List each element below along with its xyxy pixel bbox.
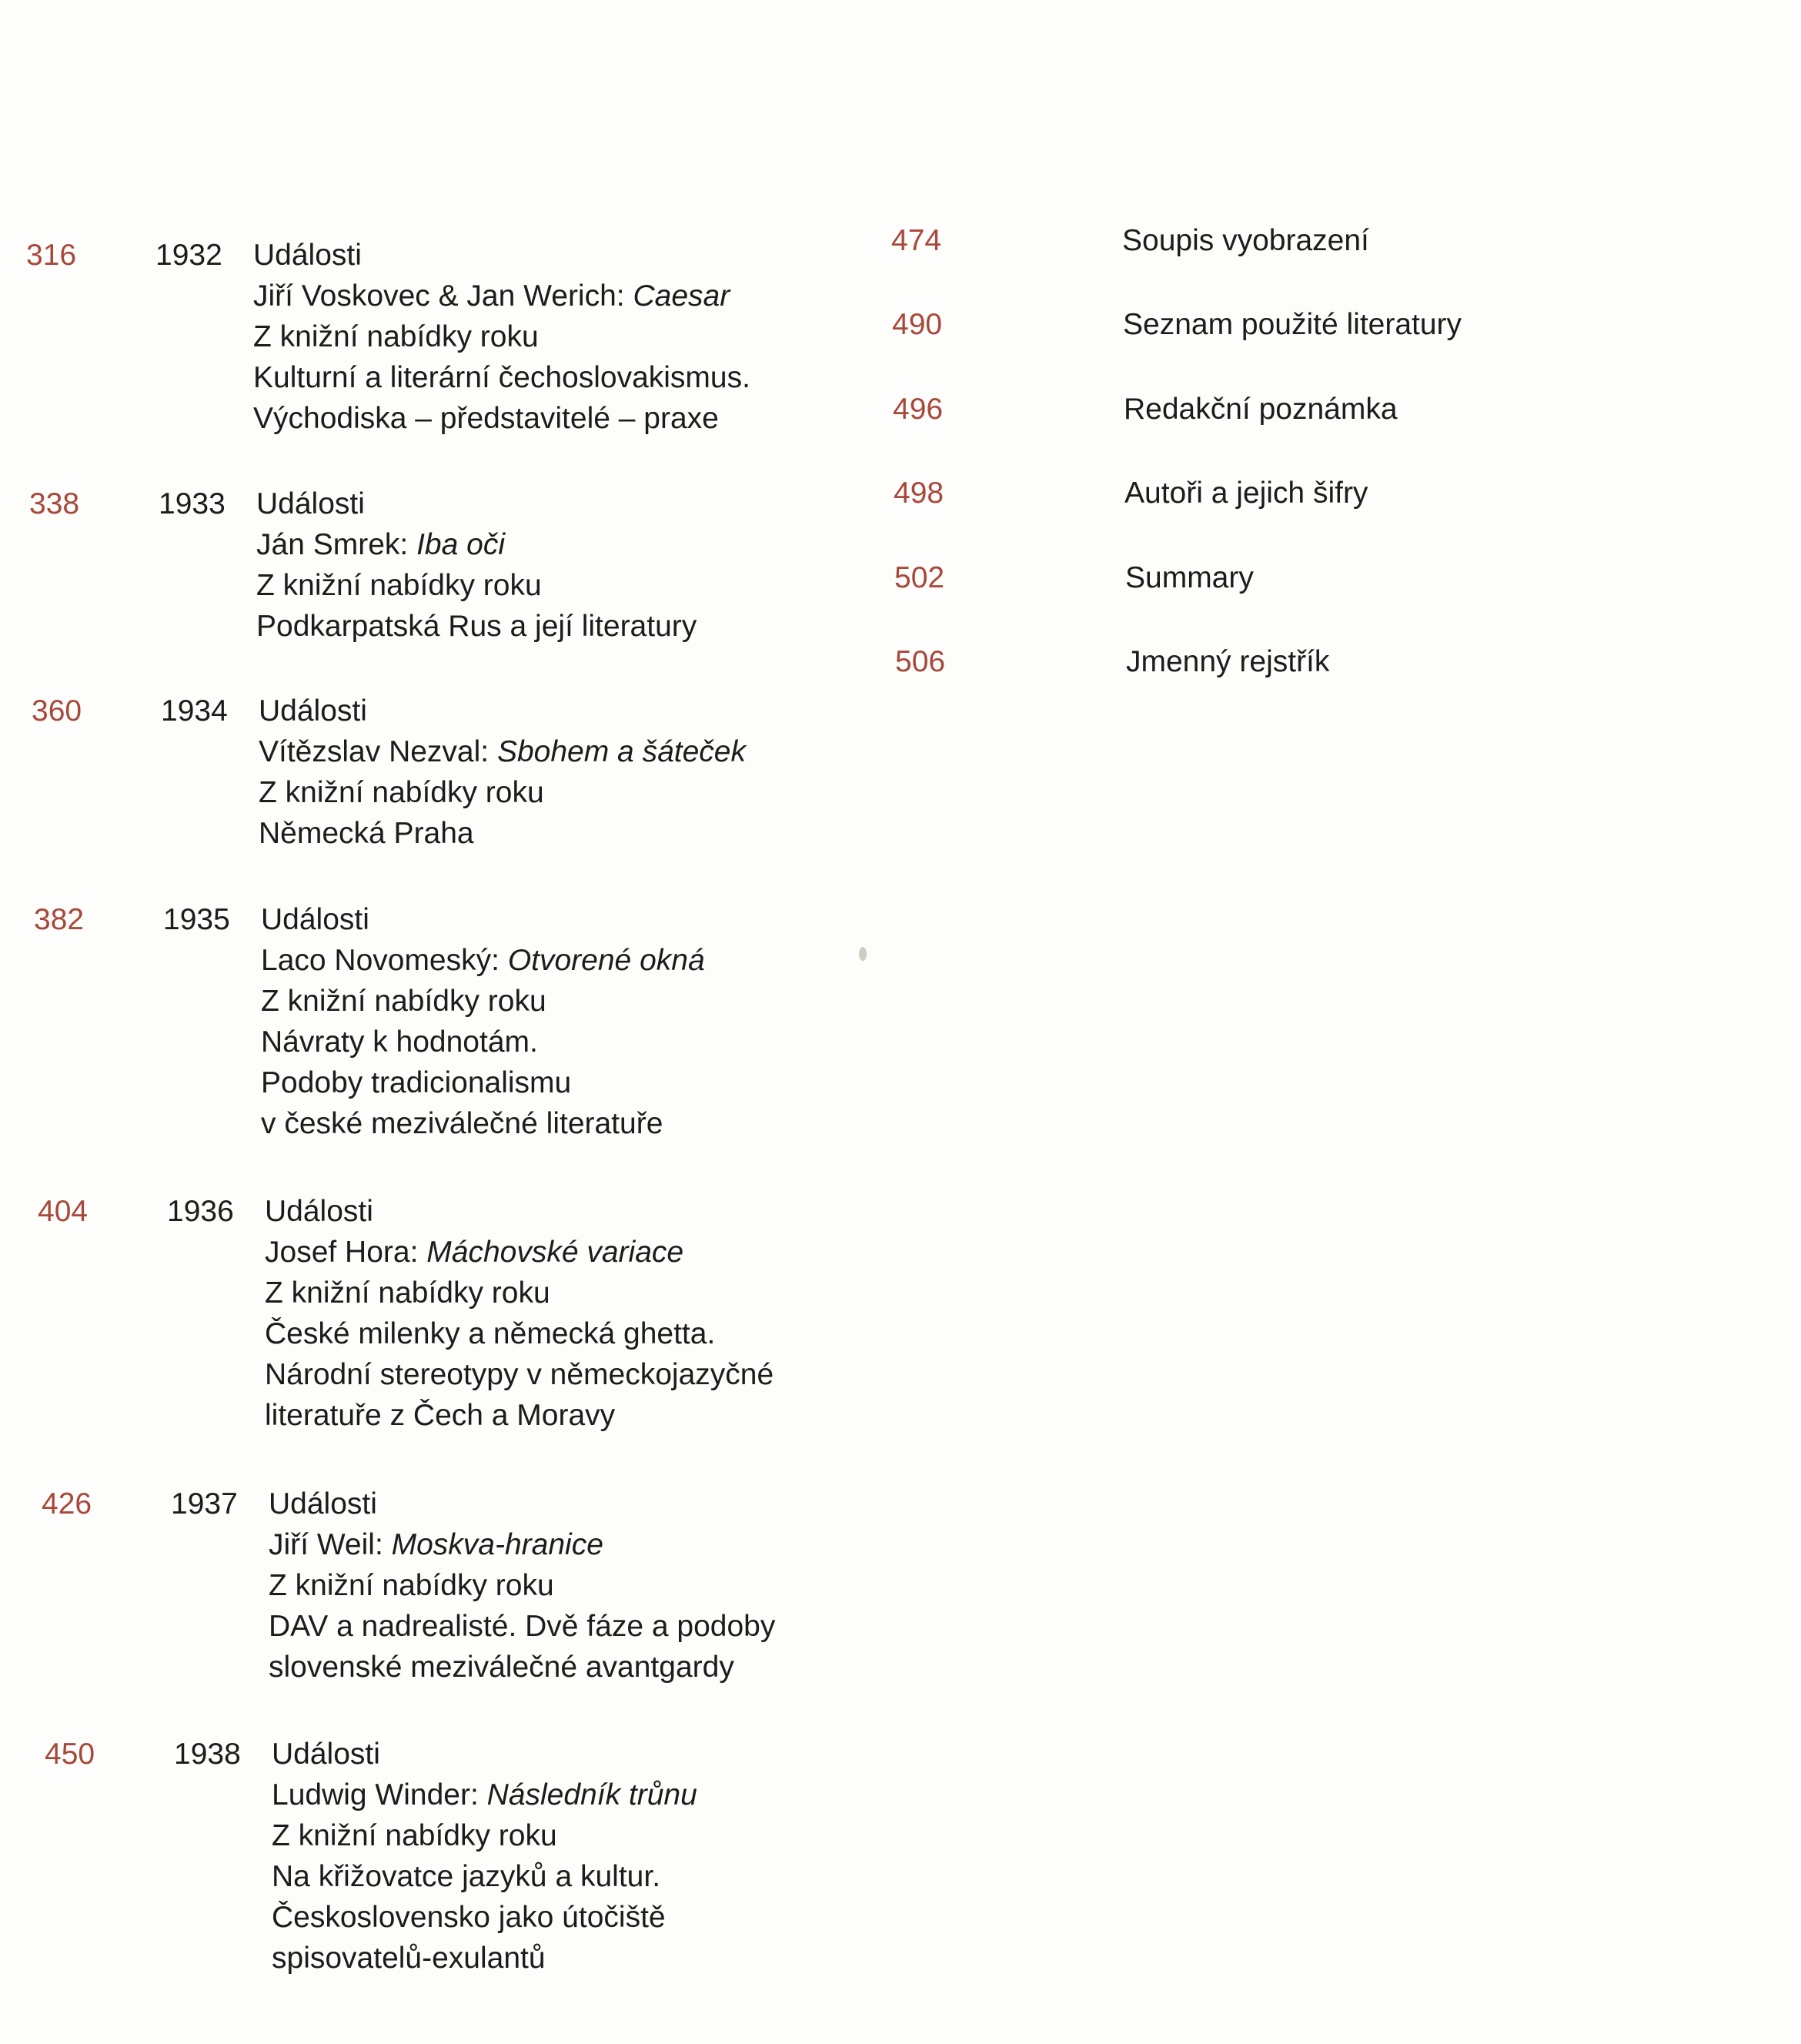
entry-line: Německá Praha	[259, 817, 474, 850]
entry-line: Z knižní nabídky roku	[256, 569, 542, 602]
year: 1934	[161, 694, 228, 728]
entry-lines	[261, 899, 892, 1144]
entry-line: literatuře z Čech a Moravy	[265, 1399, 616, 1432]
page-number: 360	[32, 694, 82, 728]
section-title: Soupis vyobrazení	[1122, 224, 1369, 257]
entry-line: Z knižní nabídky roku	[259, 776, 544, 809]
entry-line: Události	[253, 239, 362, 272]
section-title: Seznam použité literatury	[1123, 308, 1462, 341]
section-title: Autoři a jejich šifry	[1124, 477, 1368, 510]
entry-lines	[259, 691, 890, 854]
entry-line: DAV a nadrealisté. Dvě fáze a podoby	[269, 1610, 776, 1643]
entry-line: České milenky a německá ghetta.	[265, 1317, 716, 1350]
entry-line: Východiska – představitelé – praxe	[253, 402, 719, 435]
entry-line: v české meziválečné literatuře	[261, 1107, 663, 1140]
entry-line: Události	[261, 903, 369, 936]
entry-line: Návraty k hodnotám.	[261, 1025, 538, 1059]
entry-line: Události	[256, 487, 365, 520]
entry-line: spisovatelů-exulantů	[272, 1942, 546, 1975]
entry-line: Podoby tradicionalismu	[261, 1066, 572, 1099]
year: 1938	[174, 1738, 241, 1771]
entry-line: Vítězslav Nezval: Sbohem a šáteček	[259, 735, 746, 768]
entry-line: Z knižní nabídky roku	[269, 1569, 554, 1602]
entry-line: Podkarpatská Rus a její literatury	[256, 610, 697, 643]
entry-line: Z knižní nabídky roku	[265, 1276, 550, 1310]
entry-line: Laco Novomeský: Otvorené okná	[261, 944, 705, 977]
entry-line: Události	[259, 694, 367, 728]
page-number: 474	[891, 224, 942, 257]
page-number: 498	[894, 477, 944, 510]
entry-lines	[269, 1484, 900, 1688]
page-number: 404	[38, 1195, 89, 1228]
entry-line: Kulturní a literární čechoslovakismus.	[253, 361, 750, 394]
entry-line: Československo jako útočiště	[272, 1901, 666, 1934]
entry-line: slovenské meziválečné avantgardy	[269, 1651, 734, 1684]
year: 1932	[155, 239, 222, 272]
entry-line: Ján Smrek: Iba oči	[256, 528, 505, 561]
entry-line: Ludwig Winder: Následník trůnu	[272, 1778, 697, 1811]
entry-line: Národní stereotypy v německojazyčné	[265, 1358, 774, 1391]
entry-lines	[272, 1734, 903, 1979]
entry-line: Události	[272, 1738, 380, 1771]
page-number: 496	[893, 393, 944, 426]
section-title: Summary	[1125, 561, 1254, 594]
page-number: 506	[895, 645, 946, 678]
entry-line: Události	[269, 1487, 377, 1520]
entry-line: Na křižovatce jazyků a kultur.	[272, 1860, 661, 1893]
page-number: 338	[29, 487, 80, 520]
entry-line: Josef Hora: Máchovské variace	[265, 1236, 684, 1269]
entry-lines	[265, 1191, 896, 1436]
paper-speck	[859, 947, 867, 961]
year: 1935	[163, 903, 230, 936]
section-title: Jmenný rejstřík	[1126, 645, 1330, 678]
page-number: 490	[892, 308, 943, 341]
entry-line: Jiří Weil: Moskva-hranice	[269, 1528, 603, 1561]
entry-lines	[253, 235, 884, 439]
entry-line: Jiří Voskovec & Jan Werich: Caesar	[253, 279, 730, 313]
year: 1937	[171, 1487, 238, 1520]
page-number: 316	[26, 239, 77, 272]
entry-line: Události	[265, 1195, 373, 1228]
section-title: Redakční poznámka	[1124, 393, 1398, 426]
year: 1936	[167, 1195, 234, 1228]
page-number: 426	[42, 1487, 92, 1520]
entry-line: Z knižní nabídky roku	[261, 985, 546, 1018]
entry-line: Z knižní nabídky roku	[253, 320, 539, 353]
entry-lines	[256, 483, 887, 647]
year: 1933	[159, 487, 226, 520]
entry-line: Z knižní nabídky roku	[272, 1819, 557, 1852]
page-number: 450	[45, 1738, 95, 1771]
page-number: 382	[34, 903, 85, 936]
page-number: 502	[894, 561, 945, 594]
